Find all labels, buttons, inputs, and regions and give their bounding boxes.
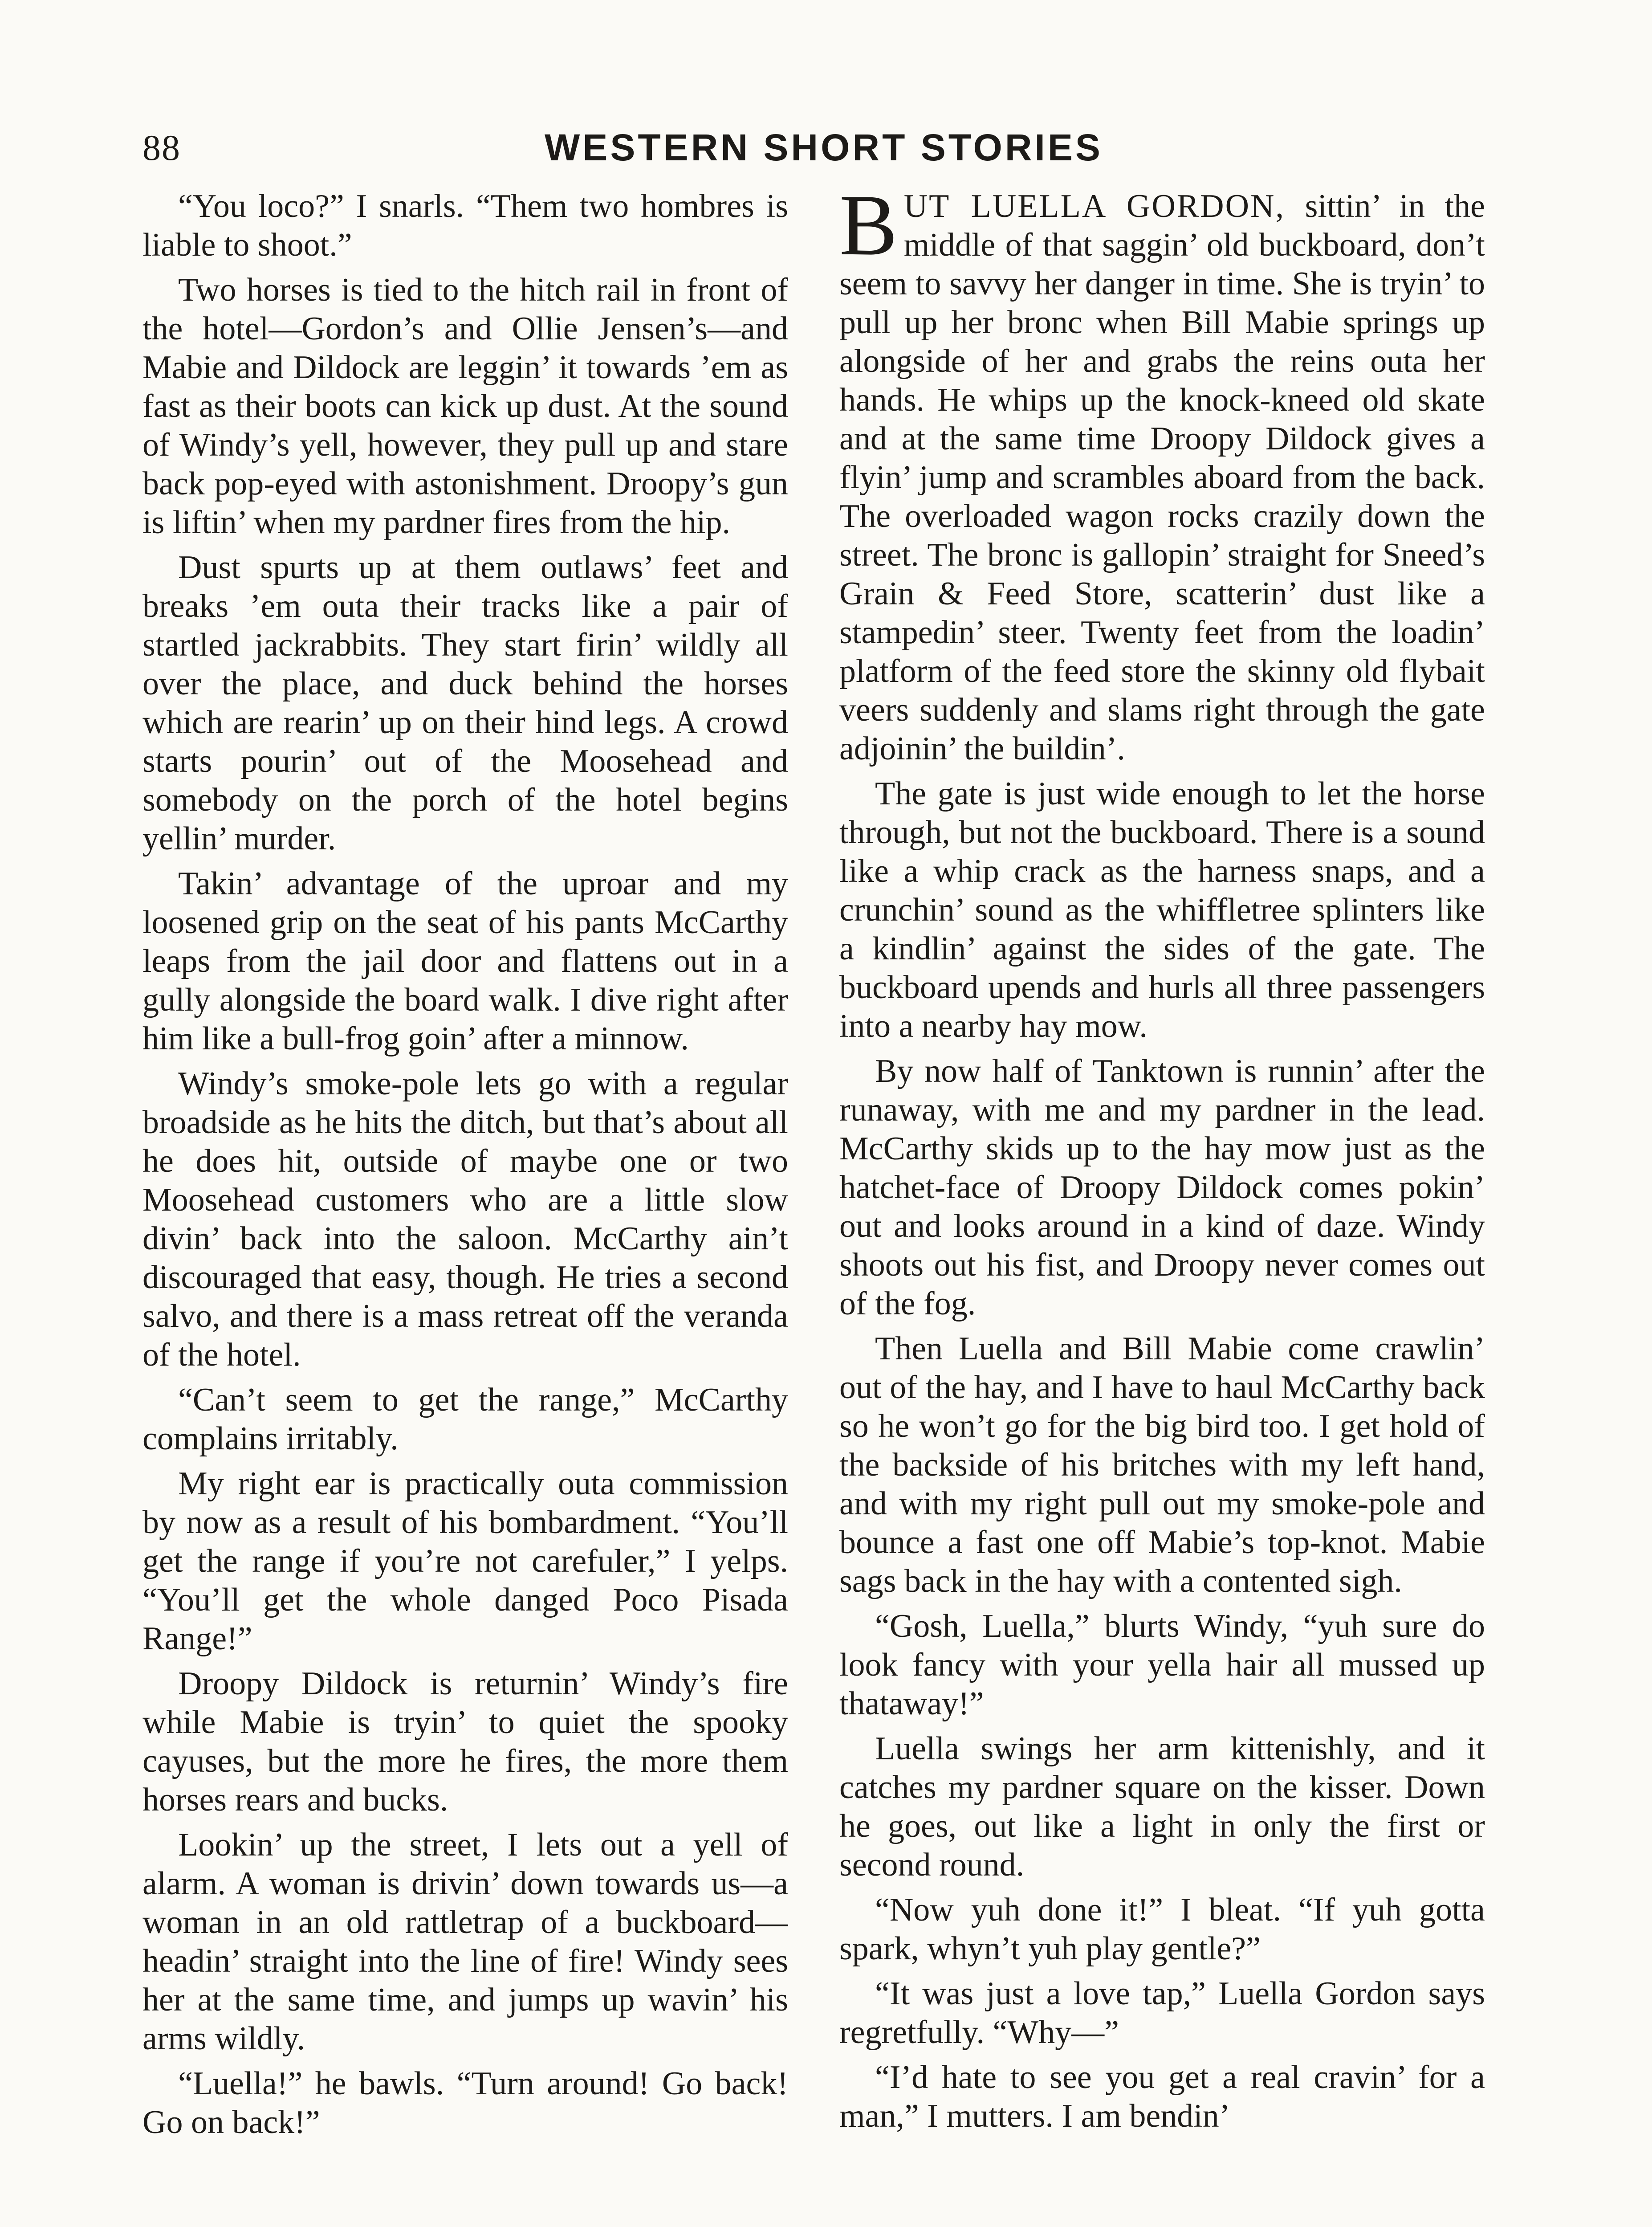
left-column bbox=[142, 187, 788, 2227]
paragraph: By now half of Tanktown is runnin’ after the runaway, with me and my pardner in the lead. McCarthy skids up to the hay mow just as the hatchet-face of Droopy Dildock comes pokin’ out and looks around in a kind of daze. Windy shoots out his fist, and Droopy never comes out of the fog. bbox=[839, 1053, 1485, 1322]
page-number: 88 bbox=[142, 127, 181, 168]
paragraph: “Luella!” he bawls. “Turn around! Go back! Go on back!” bbox=[142, 2065, 788, 2141]
paragraph: Then Luella and Bill Mabie come crawlin’ out of the hay, and I have to haul McCarthy back so he won’t go for the big bird too. I get hold of the backside of his britches with my left hand, and with my right pull out my smoke-pole and bounce a fast one off Mabie’s top-knot. Mabie sags back in the hay with a contented sigh. bbox=[839, 1330, 1485, 1599]
paragraph: “Now yuh done it!” I bleat. “If yuh gotta spark, whyn’t yuh play gentle?” bbox=[839, 1892, 1485, 1967]
right-column bbox=[839, 187, 1485, 2227]
paragraph: Dust spurts up at them outlaws’ feet and breaks ’em outa their tracks like a pair of startled jackrabbits. They start firin’ wildly all over the place, and duck behind the horses which are rearin’ up on their hind legs. A crowd starts pourin’ out of the Moosehead and somebody on the porch of the hotel begins yellin’ murder. bbox=[142, 549, 788, 857]
drop-cap: B bbox=[839, 187, 898, 273]
paragraph: “I’d hate to see you get a real cravin’ for a man,” I mutters. I am bendin’ bbox=[839, 2059, 1485, 2134]
running-title: WESTERN SHORT STORIES bbox=[545, 126, 1103, 168]
lead-text: sittin’ in the middle of that saggin’ old buckboard, don’t seem to savvy her danger in time. She is tryin’ to pull up her bronc when Bill Mabie springs up alongside of her and grabs the reins outa her hands. He whips up the knock-kneed old skate and at the same time Droopy Dildock gives a flyin’ jump and scrambles aboard from the back. The overloaded wagon rocks crazily down the street. The bronc is gallopin’ straight for Sneed’s Grain & Feed Store, scatterin’ dust like a stampedin’ steer. Twenty feet from the loadin’ platform of the feed store the skinny old flybait veers suddenly and slams right through the gate adjoinin’ the buildin’. bbox=[839, 188, 1485, 767]
paragraph: Lookin’ up the street, I lets out a yell of alarm. A woman is drivin’ down towards us—a woman in an old rattletrap of a buckboard—headin’ straight into the line of fire! Windy sees her at the same time, and jumps up wavin’ his arms wildly. bbox=[142, 1827, 788, 2057]
paragraph: “Can’t seem to get the range,” McCarthy complains irritably. bbox=[142, 1382, 788, 1457]
lead-paragraph bbox=[839, 187, 1485, 768]
lead-caps: UT LUELLA GORDON, bbox=[903, 188, 1285, 224]
paragraph: Two horses is tied to the hitch rail in front of the hotel—Gordon’s and Ollie Jensen’s—and Mabie and Dildock are leggin’ it towards ’em as fast as their boots can kick up dust. At the sound of Windy’s yell, however, they pull up and stare back pop-eyed with astonishment. Droopy’s gun is liftin’ when my pardner fires from the hip. bbox=[142, 272, 788, 541]
paragraph: Droopy Dildock is returnin’ Windy’s fire while Mabie is tryin’ to quiet the spooky cayuses, but the more he fires, the more them horses rears and bucks. bbox=[142, 1665, 788, 1818]
paragraph: The gate is just wide enough to let the horse through, but not the buckboard. There is a sound like a whip crack as the harness snaps, and a crunchin’ sound as the whiffletree splinters like a kindlin’ against the sides of the gate. The buckboard upends and hurls all three passengers into a nearby hay mow. bbox=[839, 775, 1485, 1044]
paragraph: Windy’s smoke-pole lets go with a regular broadside as he hits the ditch, but that’s about all he does hit, outside of maybe one or two Moosehead customers who are a little slow divin’ back into the saloon. McCarthy ain’t discouraged that easy, though. He tries a second salvo, and there is a mass retreat off the veranda of the hotel. bbox=[142, 1065, 788, 1373]
paragraph: “It was just a love tap,” Luella Gordon says regretfully. “Why—” bbox=[839, 1975, 1485, 2051]
paragraph: “You loco?” I snarls. “Them two hombres is liable to shoot.” bbox=[142, 188, 788, 263]
paragraph: “Gosh, Luella,” blurts Windy, “yuh sure do look fancy with your yella hair all mussed up thataway!” bbox=[839, 1608, 1485, 1722]
paragraph: My right ear is practically outa commission by now as a result of his bombardment. “You’ll get the range if you’re not carefuler,” I yelps. “You’ll get the whole danged Poco Pisada Range!” bbox=[142, 1465, 788, 1657]
paragraph: Luella swings her arm kittenishly, and it catches my pardner square on the kisser. Down he goes, out like a light in only the first or second round. bbox=[839, 1730, 1485, 1883]
paragraph: Takin’ advantage of the uproar and my loosened grip on the seat of his pants McCarthy leaps from the jail door and flattens out in a gully alongside the board walk. I dive right after him like a bull-frog goin’ after a minnow. bbox=[142, 865, 788, 1057]
page-header bbox=[142, 118, 1505, 185]
